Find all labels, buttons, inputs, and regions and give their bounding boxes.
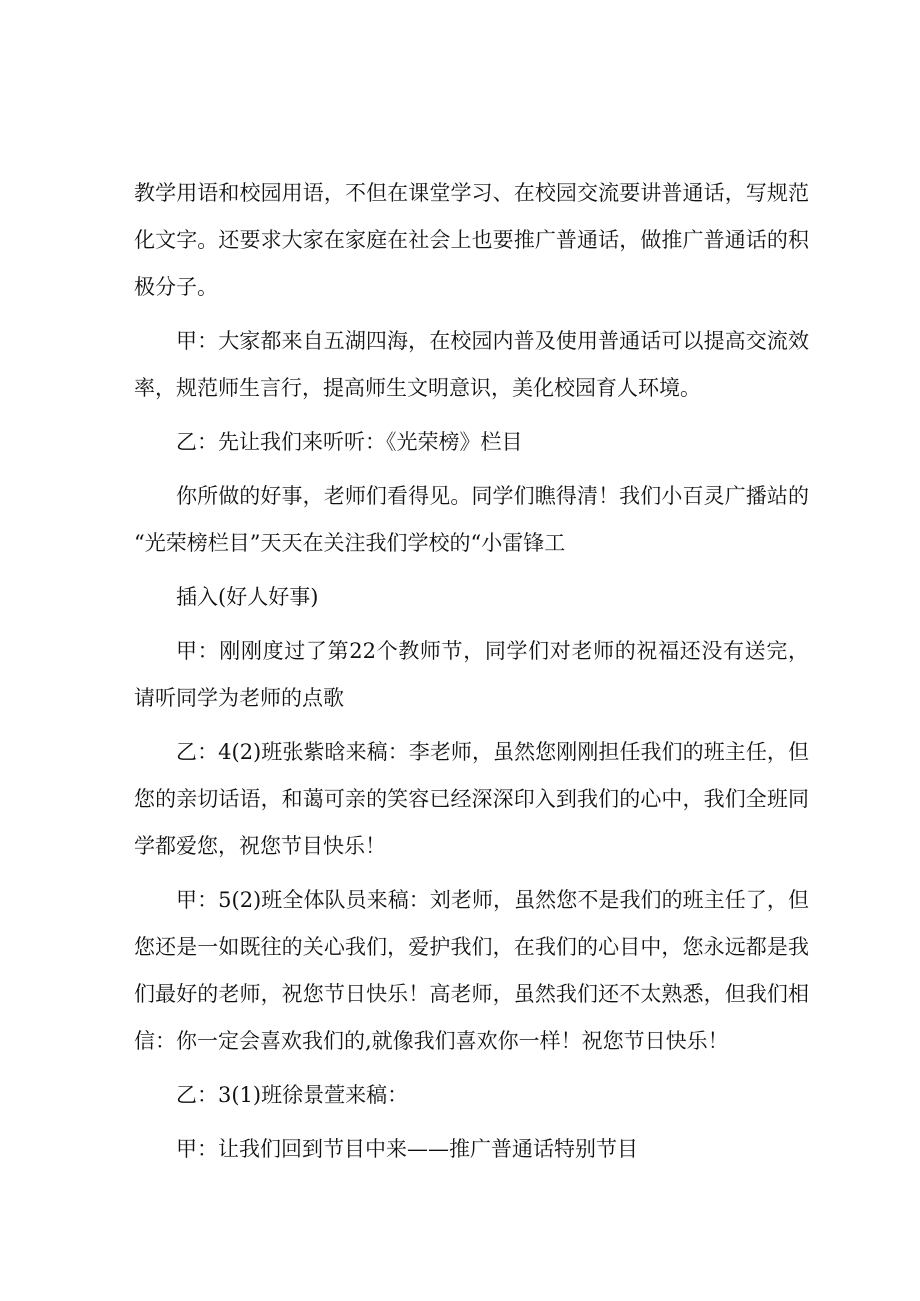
paragraph-return-program: 甲：让我们回到节目中来——推广普通话特别节目 <box>176 1137 638 1161</box>
paragraph-yi-honor-roll: 乙：先让我们来听听：《光荣榜》栏目 <box>176 430 523 454</box>
paragraph-insert: 插入(好人好事) <box>176 585 319 609</box>
paragraph-continuation: 教学用语和校园用语，不但在课堂学习、在校园交流要讲普通话，写规范化文字。还要求大家在家庭在社会上也要推广普通话，做推广普通话的积极分子。 <box>134 181 809 299</box>
paragraph-teachers-day: 甲：刚刚度过了第22个教师节，同学们对老师的祝福还没有送完，请听同学为老师的点歌 <box>134 639 809 710</box>
paragraph-good-deeds: 你所做的好事，老师们看得见。同学们瞧得清！我们小百灵广播站的“光荣榜栏目”天天在关注我们学校的“小雷锋工 <box>134 484 809 555</box>
document-body <box>134 170 809 1173</box>
paragraph-letter-4-2: 乙：4(2)班张紫晗来稿：李老师，虽然您刚刚担任我们的班主任，但您的亲切话语，和蔼可亲的笑容已经深深印入到我们的心中，我们全班同学都爱您，祝您节目快乐！ <box>134 740 809 858</box>
paragraph-letter-3-1: 乙：3(1)班徐景萱来稿： <box>176 1083 409 1107</box>
paragraph-jia-intro: 甲：大家都来自五湖四海，在校园内普及使用普通话可以提高交流效率，规范师生言行，提高师生文明意识，美化校园育人环境。 <box>134 329 809 400</box>
paragraph-letter-5-2: 甲：5(2)班全体队员来稿：刘老师，虽然您不是我们的班主任了，但您还是一如既往的关心我们，爱护我们，在我们的心目中，您永远都是我们最好的老师，祝您节日快乐！高老师，虽然我们还不太熟悉，但我们相信：你一定会喜欢我们的,就像我们喜欢你一样！祝您节日快乐！ <box>134 888 809 1053</box>
